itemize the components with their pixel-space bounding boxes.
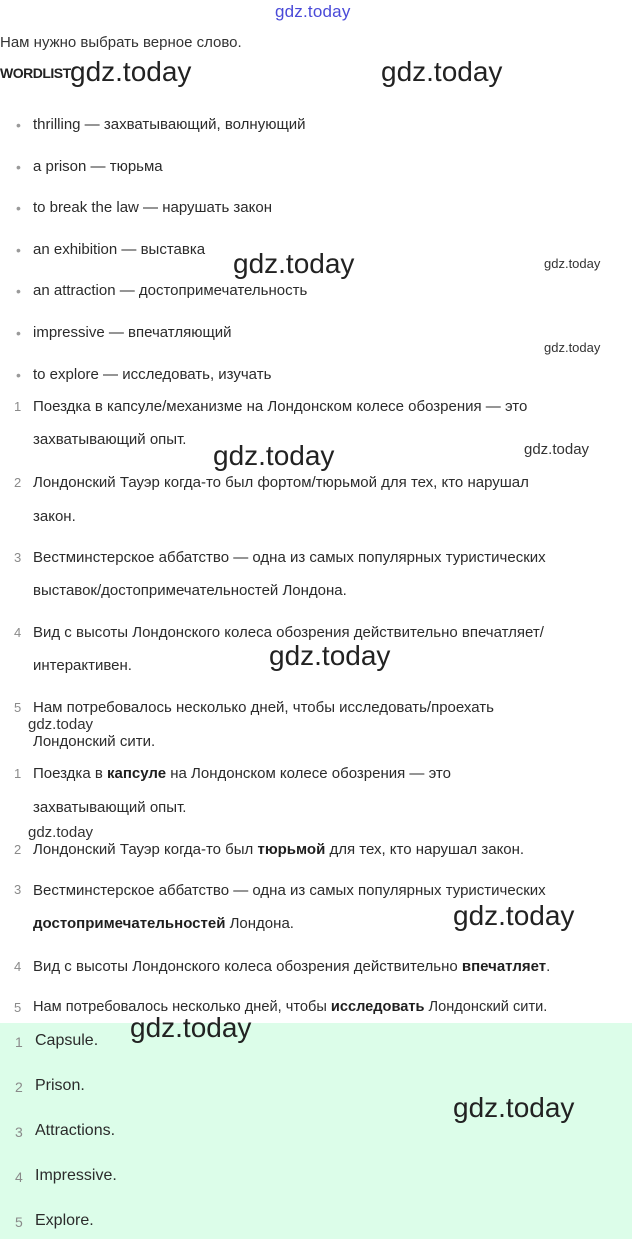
list-item (0, 152, 632, 194)
watermark: gdz.today (233, 248, 355, 279)
bullet-icon: • (16, 158, 21, 175)
answer-text: Explore. (35, 1212, 94, 1229)
answer-text: Prison. (35, 1077, 85, 1094)
choice-line: закон. (33, 508, 76, 525)
watermark: gdz.today (381, 56, 503, 87)
watermark: gdz.today (213, 440, 335, 471)
choice-line: Вид с высоты Лондонского колеса обозрения действительно впечатляет/ (33, 624, 544, 641)
answer-word: исследовать (330, 999, 425, 1015)
answer-word: впечатляет (461, 958, 547, 975)
watermark: gdz.today (269, 640, 391, 671)
choice-line: Поездка в капсуле/механизме на Лондонском колесе обозрения — это (33, 398, 528, 415)
item-number: 3 (15, 1124, 23, 1140)
bullet-icon: • (16, 200, 21, 217)
bullet-icon: • (16, 283, 21, 300)
answer-line: Вестминстерское аббатство — одна из самых популярных туристических (33, 882, 546, 899)
bullet-icon: • (16, 324, 21, 341)
answer-line: Нам потребовалось несколько дней, чтобы исследовать Лондонский сити. (33, 999, 548, 1015)
choice-line: Вестминстерское аббатство — одна из самых популярных туристических (33, 549, 546, 566)
choice-line: Нам потребовалось несколько дней, чтобы исследовать/проехать (33, 699, 494, 716)
item-number: 5 (14, 1000, 22, 1015)
choice-line: интерактивен. (33, 657, 132, 674)
item-number: 1 (15, 1034, 23, 1050)
item-number: 3 (14, 882, 22, 897)
answer-line: захватывающий опыт. (33, 799, 187, 816)
intro-text: Нам нужно выбрать верное слово. (0, 34, 242, 51)
choice-line: выставок/достопримечательностей Лондона. (33, 582, 347, 599)
item-number: 2 (14, 842, 22, 857)
answer-line: достопримечательностей Лондона. (33, 915, 294, 932)
bullet-icon: • (16, 366, 21, 383)
item-number: 4 (14, 625, 22, 640)
item-number: 4 (14, 959, 22, 974)
list-item-text: a prison — тюрьма (33, 157, 163, 175)
answer-text: Impressive. (35, 1167, 117, 1184)
choice-line: захватывающий опыт. (33, 431, 187, 448)
watermark: gdz.today (70, 56, 192, 87)
list-item-text: impressive — впечатляющий (33, 323, 232, 341)
answer-text: Attractions. (35, 1122, 116, 1139)
answer-word: достопримечательностей (33, 915, 226, 932)
bullet-icon: • (16, 241, 21, 258)
watermark: gdz.today (28, 716, 94, 733)
watermark: gdz.today (453, 900, 575, 931)
list-item (0, 193, 632, 235)
watermark: gdz.today (544, 256, 601, 271)
list-item-text: to break the law — нарушать закон (33, 199, 273, 217)
item-number: 1 (14, 399, 22, 414)
choice-line: Лондонский Тауэр когда-то был фортом/тюрьмой для тех, кто нарушал (33, 474, 529, 491)
list-item-text: thrilling — захватывающий, волнующий (33, 116, 306, 133)
item-number: 5 (14, 700, 22, 715)
answer-line: Вид с высоты Лондонского колеса обозрения действительно впечатляет. (33, 958, 551, 975)
item-number: 1 (14, 766, 22, 781)
watermark: gdz.today (544, 340, 601, 355)
wordlist-heading: WORDLIST (0, 65, 71, 81)
watermark: gdz.today (453, 1092, 575, 1123)
list-item-text: an attraction — достопримечательность (33, 282, 308, 300)
answer-text: Capsule. (35, 1032, 99, 1049)
item-number: 3 (14, 550, 22, 565)
item-number: 4 (15, 1169, 23, 1185)
list-item (0, 276, 632, 318)
watermark: gdz.today (130, 1012, 252, 1043)
list-item (0, 110, 632, 152)
item-number: 5 (15, 1214, 23, 1230)
choice-line: Лондонский сити. (33, 733, 156, 750)
bullet-icon: • (16, 117, 21, 133)
watermark: gdz.today (28, 824, 94, 841)
list-item (0, 318, 632, 360)
answer-line: Лондонский Тауэр когда-то был тюрьмой для тех, кто нарушал закон. (33, 841, 525, 858)
answer-word: капсуле (106, 765, 167, 782)
item-number: 2 (14, 475, 22, 490)
watermark: gdz.today (524, 441, 590, 458)
list-item-text: an exhibition — выставка (33, 240, 206, 258)
answer-line: Поездка в капсуле на Лондонском колесе обозрения — это (33, 765, 451, 782)
header-watermark: gdz.today (275, 2, 351, 21)
answer-word: тюрьмой (257, 841, 326, 858)
list-item (0, 360, 632, 402)
item-number: 2 (15, 1079, 23, 1095)
list-item-text: to explore — исследовать, изучать (33, 365, 272, 383)
